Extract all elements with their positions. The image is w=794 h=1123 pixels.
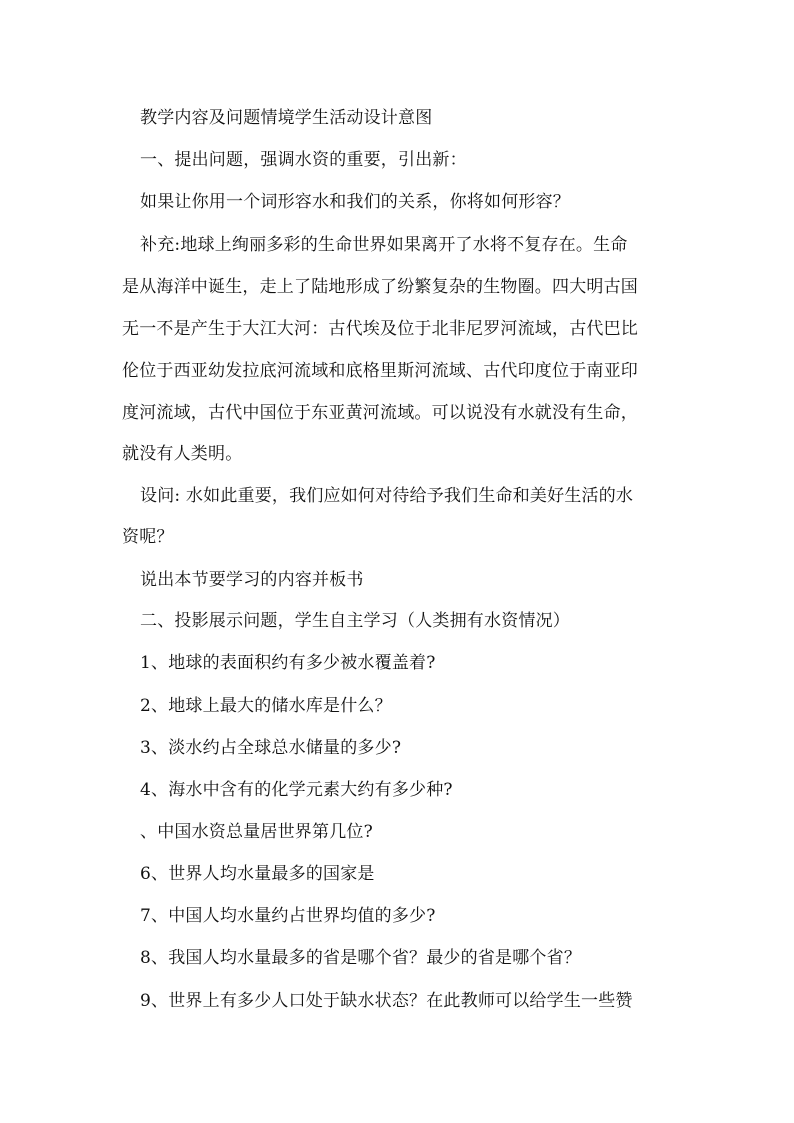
supplement-line: 无一不是产生于大江大河：古代埃及位于北非尼罗河流域，古代巴比 bbox=[122, 319, 638, 339]
document-title: 教学内容及问题情境学生活动设计意图 bbox=[140, 108, 433, 128]
section-one-heading: 一、提出问题，强调水资的重要，引出新： bbox=[140, 150, 467, 170]
supplement-line: 是从海洋中诞生，走上了陆地形成了纷繁复杂的生物圈。四大明古国 bbox=[122, 277, 638, 297]
question-item: 6、世界人均水量最多的国家是 bbox=[140, 864, 375, 884]
supplement-line: 补充:地球上绚丽多彩的生命世界如果离开了水将不复存在。生命 bbox=[140, 235, 628, 255]
question-item: 、中国水资总量居世界第几位? bbox=[140, 822, 373, 842]
supplement-line: 就没有人类明。 bbox=[122, 444, 243, 464]
supplement-line: 度河流域，古代中国位于东亚黄河流域。可以说没有水就没有生命， bbox=[122, 403, 638, 423]
question-item: 2、地球上最大的储水库是什么？ bbox=[140, 696, 392, 716]
section-two-heading: 二、投影展示问题，学生自主学习（人类拥有水资情况） bbox=[140, 611, 570, 631]
intro-question: 如果让你用一个词形容水和我们的关系，你将如何形容？ bbox=[140, 192, 570, 212]
supplement-line: 伦位于西亚幼发拉底河流域和底格里斯河流域、古代印度位于南亚印 bbox=[122, 361, 638, 381]
set-question-line: 资呢？ bbox=[122, 527, 174, 547]
set-question-line: 设问: 水如此重要，我们应如何对待给予我们生命和美好生活的水 bbox=[140, 486, 634, 506]
question-item: 4、海水中含有的化学元素大约有多少种? bbox=[140, 780, 453, 800]
question-item: 1、地球的表面积约有多少被水覆盖着? bbox=[140, 653, 436, 673]
question-item: 9、世界上有多少人口处于缺水状态？在此教师可以给学生一些赞 bbox=[140, 991, 633, 1011]
question-item: 7、中国人均水量约占世界均值的多少? bbox=[140, 906, 436, 926]
question-item: 3、淡水约占全球总水储量的多少? bbox=[140, 738, 402, 758]
board-note: 说出本节要学习的内容并板书 bbox=[140, 570, 364, 590]
question-item: 8、我国人均水量最多的省是哪个省？最少的省是哪个省？ bbox=[140, 948, 582, 968]
